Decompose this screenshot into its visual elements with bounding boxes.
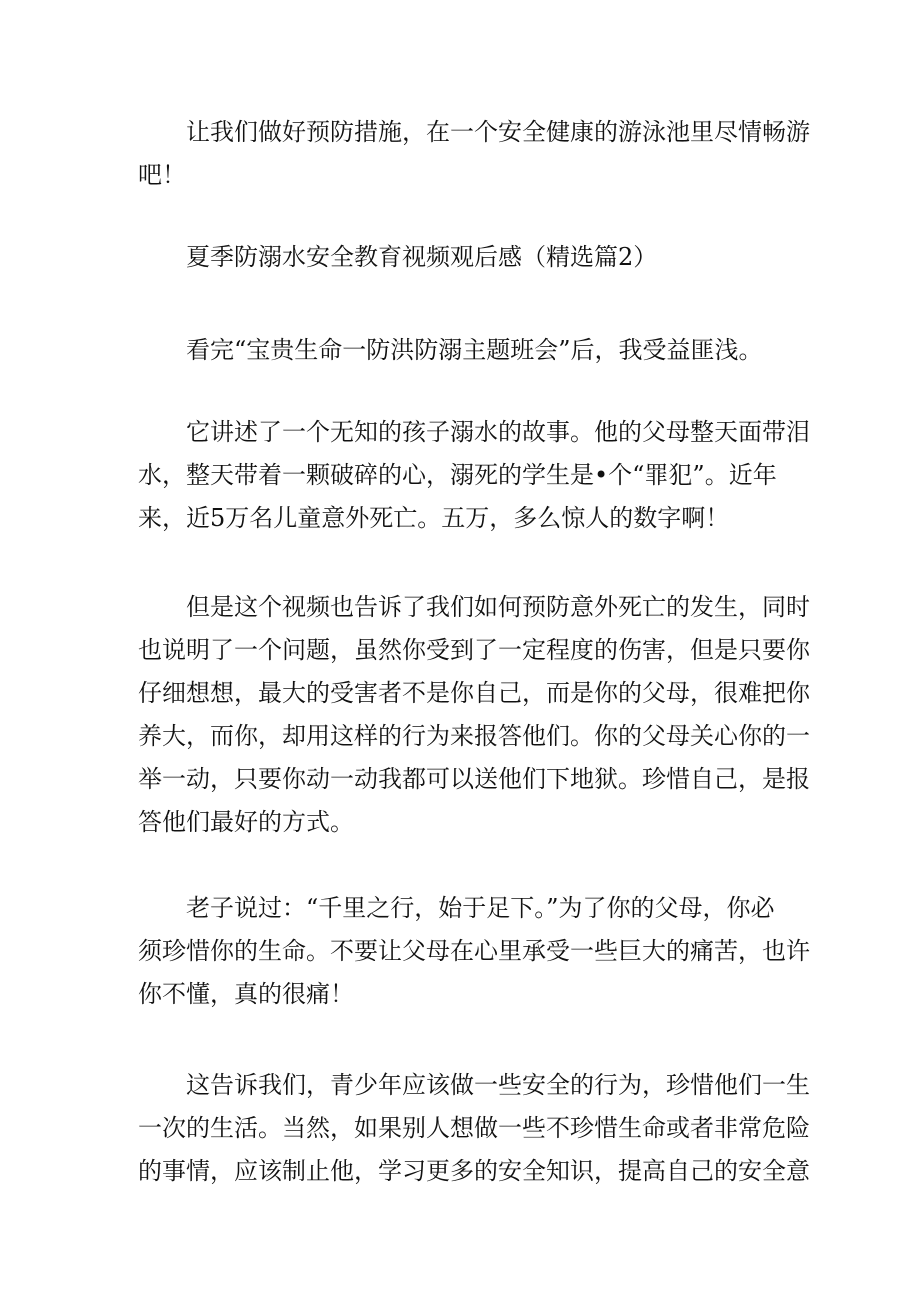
paragraph-line: 一次的生活。当然，如果别人想做一些不珍惜生命或者非常危险	[138, 1114, 810, 1142]
paragraph-line: 它讲述了一个无知的孩子溺水的故事。他的父母整天面带泪	[186, 418, 810, 446]
paragraph-line: 让我们做好预防措施，在一个安全健康的游泳池里尽情畅游	[186, 118, 810, 146]
paragraph-line: 来，近5万名儿童意外死亡。五万，多么惊人的数字啊！	[138, 504, 730, 532]
paragraph-line: 看完“宝贵生命一防洪防溺主题班会”后，我受益匪浅。	[186, 336, 763, 364]
paragraph-line: 须珍惜你的生命。不要让父母在心里承受一些巨大的痛苦，也许	[138, 937, 810, 965]
paragraph-line: 你不懂，真的很痛！	[138, 980, 354, 1008]
paragraph-line: 仔细想想，最大的受害者不是你自己，而是你的父母，很难把你	[138, 679, 810, 707]
paragraph-line: 但是这个视频也告诉了我们如何预防意外死亡的发生，同时	[186, 593, 810, 621]
paragraph-line: 举一动，只要你动一动我都可以送他们下地狱。珍惜自己，是报	[138, 765, 810, 793]
paragraph-line: 的事情，应该制止他，学习更多的安全知识，提高自己的安全意	[138, 1157, 810, 1185]
paragraph-line: 答他们最好的方式。	[138, 808, 354, 836]
paragraph-line: 水，整天带着一颗破碎的心，溺死的学生是•个“罪犯”。近年	[138, 461, 777, 489]
paragraph-line: 老子说过：“千里之行，始于足下。”为了你的父母，你必	[186, 894, 775, 922]
paragraph-line: 吧！	[138, 161, 186, 189]
section-heading: 夏季防溺水安全教育视频观后感（精选篇2）	[186, 243, 658, 271]
paragraph-line: 也说明了一个问题，虽然你受到了一定程度的伤害，但是只要你	[138, 636, 810, 664]
paragraph-line: 养大，而你，却用这样的行为来报答他们。你的父母关心你的一	[138, 722, 810, 750]
paragraph-line: 这告诉我们，青少年应该做一些安全的行为，珍惜他们一生	[186, 1071, 810, 1099]
